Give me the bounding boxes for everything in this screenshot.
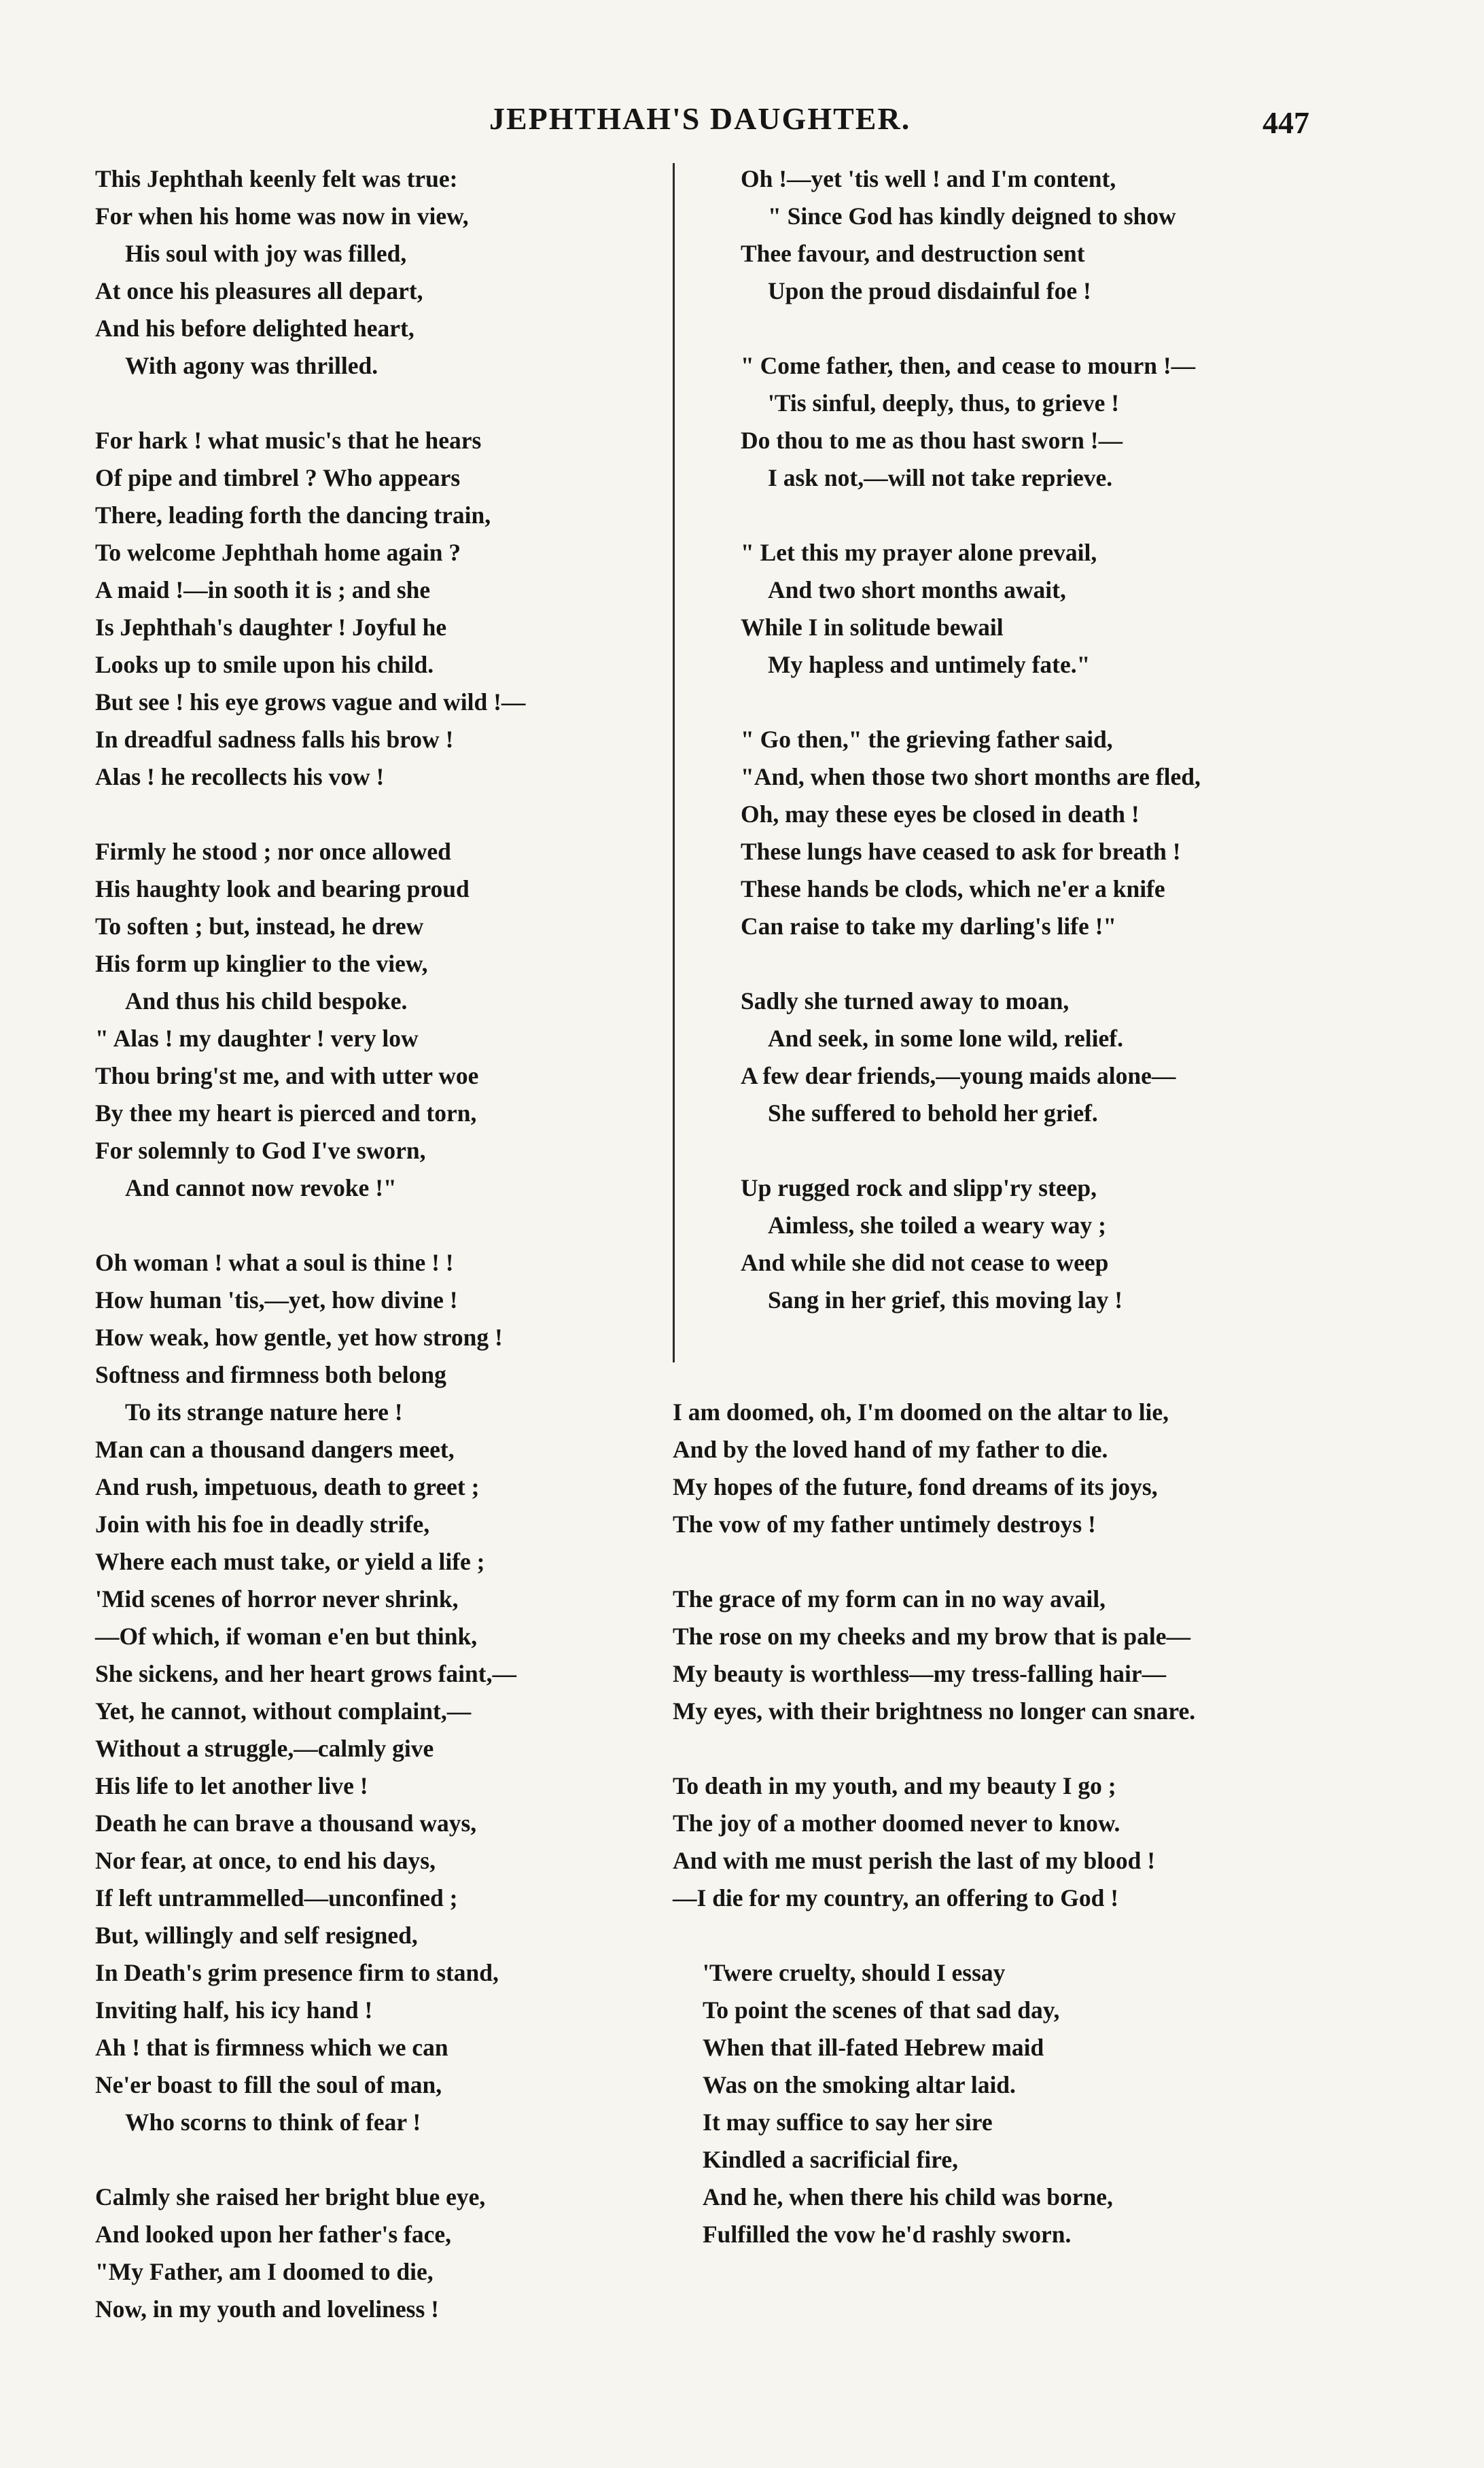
poem-line: My eyes, with their brightness no longer can snare.	[673, 1697, 1196, 1725]
poem-line: My hopes of the future, fond dreams of its joys,	[673, 1473, 1158, 1500]
poem-line: Sang in her grief, this moving lay !	[768, 1286, 1123, 1314]
poem-line: The rose on my cheeks and my brow that is pale—	[673, 1623, 1190, 1650]
poem-line: —I die for my country, an offering to God !	[673, 1884, 1119, 1911]
poem-line: While I in solitude bewail	[741, 614, 1004, 641]
poem-line: Yet, he cannot, without complaint,—	[95, 1697, 472, 1725]
stanza-break	[673, 497, 1359, 534]
stanza-break	[673, 1132, 1359, 1169]
poem-line: Thou bring'st me, and with utter woe	[95, 1062, 479, 1089]
poem-line: She sickens, and her heart grows faint,—	[95, 1660, 516, 1687]
poem-line: And while she did not cease to weep	[741, 1249, 1109, 1276]
poem-line: I am doomed, oh, I'm doomed on the altar to lie,	[673, 1398, 1169, 1426]
poem-line: His form up kinglier to the view,	[95, 950, 428, 977]
poem-line: If left untrammelled—unconfined ;	[95, 1884, 458, 1911]
poem-line: In Death's grim presence firm to stand,	[95, 1959, 499, 1986]
poem-line: To death in my youth, and my beauty I go ;	[673, 1772, 1116, 1799]
stanza-break	[673, 1917, 1359, 1954]
poem-line: To welcome Jephthah home again ?	[95, 539, 461, 566]
stanza-break	[673, 684, 1359, 721]
poem-line: To its strange nature here !	[125, 1398, 403, 1426]
poem-line: Was on the smoking altar laid.	[703, 2071, 1016, 2098]
poem-line: And thus his child bespoke.	[125, 987, 408, 1015]
poem-line: For when his home was now in view,	[95, 202, 469, 230]
poem-line: These lungs have ceased to ask for breath !	[741, 838, 1181, 865]
poem-line: My beauty is worthless—my tress-falling hair—	[673, 1660, 1167, 1687]
poem-line: With agony was thrilled.	[125, 352, 378, 379]
stanza-break	[95, 2141, 659, 2179]
poem-line: To point the scenes of that sad day,	[703, 1996, 1060, 2024]
poem-line: How weak, how gentle, yet how strong !	[95, 1324, 503, 1351]
poem-line: And two short months await,	[768, 576, 1066, 603]
stanza-break	[673, 1319, 1359, 1356]
poem-line: Oh !—yet 'tis well ! and I'm content,	[741, 165, 1116, 192]
poem-line: —Of which, if woman e'en but think,	[95, 1623, 478, 1650]
poem-line: The joy of a mother doomed never to know.	[673, 1810, 1120, 1837]
poem-line: And he, when there his child was borne,	[703, 2183, 1113, 2210]
poem-line: My hapless and untimely fate."	[768, 651, 1091, 678]
poem-line: "My Father, am I doomed to die,	[95, 2258, 434, 2285]
poem-line: But see ! his eye grows vague and wild !—	[95, 688, 526, 716]
poem-line: " Since God has kindly deigned to show	[768, 202, 1176, 230]
poem-line: And by the loved hand of my father to die.	[673, 1436, 1108, 1463]
poem-line: Firmly he stood ; nor once allowed	[95, 838, 451, 865]
stanza-break	[673, 1543, 1359, 1581]
stanza-break	[673, 945, 1359, 983]
poem-line: Calmly she raised her bright blue eye,	[95, 2183, 486, 2210]
poem-line: Where each must take, or yield a life ;	[95, 1548, 485, 1575]
poem-line: Aimless, she toiled a weary way ;	[768, 1212, 1106, 1239]
poem-line: For solemnly to God I've sworn,	[95, 1137, 426, 1164]
page-title: JEPHTHAH'S DAUGHTER.	[489, 101, 911, 136]
stanza-break	[95, 385, 659, 422]
poem-line: Softness and firmness both belong	[95, 1361, 446, 1388]
poem-line: And looked upon her father's face,	[95, 2221, 451, 2248]
poem-line: There, leading forth the dancing train,	[95, 501, 491, 529]
poem-line: Without a struggle,—calmly give	[95, 1735, 434, 1762]
poem-line: The grace of my form can in no way avail,	[673, 1585, 1106, 1612]
poem-line: Thee favour, and destruction sent	[741, 240, 1085, 267]
poem-line: When that ill-fated Hebrew maid	[703, 2034, 1044, 2061]
poem-line: Is Jephthah's daughter ! Joyful he	[95, 614, 447, 641]
poem-line: Sadly she turned away to moan,	[741, 987, 1070, 1015]
poem-line: His soul with joy was filled,	[125, 240, 407, 267]
poem-line: Alas ! he recollects his vow !	[95, 763, 385, 790]
poem-line: 'Tis sinful, deeply, thus, to grieve !	[768, 389, 1120, 417]
poem-line: And rush, impetuous, death to greet ;	[95, 1473, 480, 1500]
poem-line: This Jephthah keenly felt was true:	[95, 165, 458, 192]
poem-line: And his before delighted heart,	[95, 315, 414, 342]
poem-line: To soften ; but, instead, he drew	[95, 913, 424, 940]
poem-line: These hands be clods, which ne'er a knife	[741, 875, 1165, 902]
poem-line: Looks up to smile upon his child.	[95, 651, 434, 678]
stanza-break	[673, 310, 1359, 347]
poem-line: The vow of my father untimely destroys !	[673, 1511, 1096, 1538]
poem-line: A few dear friends,—young maids alone—	[741, 1062, 1176, 1089]
left-column	[95, 160, 659, 2328]
poem-line: " Go then," the grieving father said,	[741, 726, 1113, 753]
poem-line: "And, when those two short months are fled,	[741, 763, 1201, 790]
poem-line: Inviting half, his icy hand !	[95, 1996, 373, 2024]
poem-line: " Let this my prayer alone prevail,	[741, 539, 1097, 566]
poem-line: Oh, may these eyes be closed in death !	[741, 800, 1140, 828]
poem-line: And cannot now revoke !"	[125, 1174, 397, 1201]
poem-line: Nor fear, at once, to end his days,	[95, 1847, 436, 1874]
poem-line: Do thou to me as thou hast sworn !—	[741, 427, 1123, 454]
poem-line: Now, in my youth and loveliness !	[95, 2295, 439, 2323]
poem-line: For hark ! what music's that he hears	[95, 427, 482, 454]
poem-line: But, willingly and self resigned,	[95, 1922, 418, 1949]
poem-line: 'Mid scenes of horror never shrink,	[95, 1585, 459, 1612]
poem-line: At once his pleasures all depart,	[95, 277, 423, 304]
poem-line: Of pipe and timbrel ? Who appears	[95, 464, 461, 491]
poem-line: She suffered to behold her grief.	[768, 1099, 1098, 1127]
poem-line: And seek, in some lone wild, relief.	[768, 1025, 1123, 1052]
poem-line: His haughty look and bearing proud	[95, 875, 470, 902]
poem-line: Death he can brave a thousand ways,	[95, 1810, 477, 1837]
poem-line: " Alas ! my daughter ! very low	[95, 1025, 419, 1052]
poem-line: How human 'tis,—yet, how divine !	[95, 1286, 458, 1314]
poem-line: Ne'er boast to fill the soul of man,	[95, 2071, 442, 2098]
stanza-break	[95, 796, 659, 833]
poem-line: Up rugged rock and slipp'ry steep,	[741, 1174, 1097, 1201]
stanza-break	[95, 1207, 659, 1244]
poem-line: " Come father, then, and cease to mourn !—	[741, 352, 1196, 379]
poem-line: Fulfilled the vow he'd rashly sworn.	[703, 2221, 1072, 2248]
page-number: 447	[1262, 105, 1309, 140]
poem-line: Oh woman ! what a soul is thine ! !	[95, 1249, 454, 1276]
poem-line: I ask not,—will not take reprieve.	[768, 464, 1113, 491]
poem-line: Man can a thousand dangers meet,	[95, 1436, 455, 1463]
poem-line: Can raise to take my darling's life !"	[741, 913, 1117, 940]
poem-line: Kindled a sacrificial fire,	[703, 2146, 958, 2173]
poem-line: It may suffice to say her sire	[703, 2109, 993, 2136]
poem-line: Who scorns to think of fear !	[125, 2109, 421, 2136]
poem-line: In dreadful sadness falls his brow !	[95, 726, 454, 753]
poem-line: 'Twere cruelty, should I essay	[703, 1959, 1006, 1986]
poem-line: By thee my heart is pierced and torn,	[95, 1099, 477, 1127]
right-column	[673, 160, 1359, 2253]
stanza-break	[673, 1356, 1359, 1394]
poem-line: Ah ! that is firmness which we can	[95, 2034, 448, 2061]
poem-line: Upon the proud disdainful foe !	[768, 277, 1091, 304]
poem-line: A maid !—in sooth it is ; and she	[95, 576, 431, 603]
poem-line: And with me must perish the last of my blood !	[673, 1847, 1156, 1874]
poem-line: Join with his foe in deadly strife,	[95, 1511, 430, 1538]
stanza-break	[673, 1730, 1359, 1767]
poem-line: His life to let another live !	[95, 1772, 368, 1799]
